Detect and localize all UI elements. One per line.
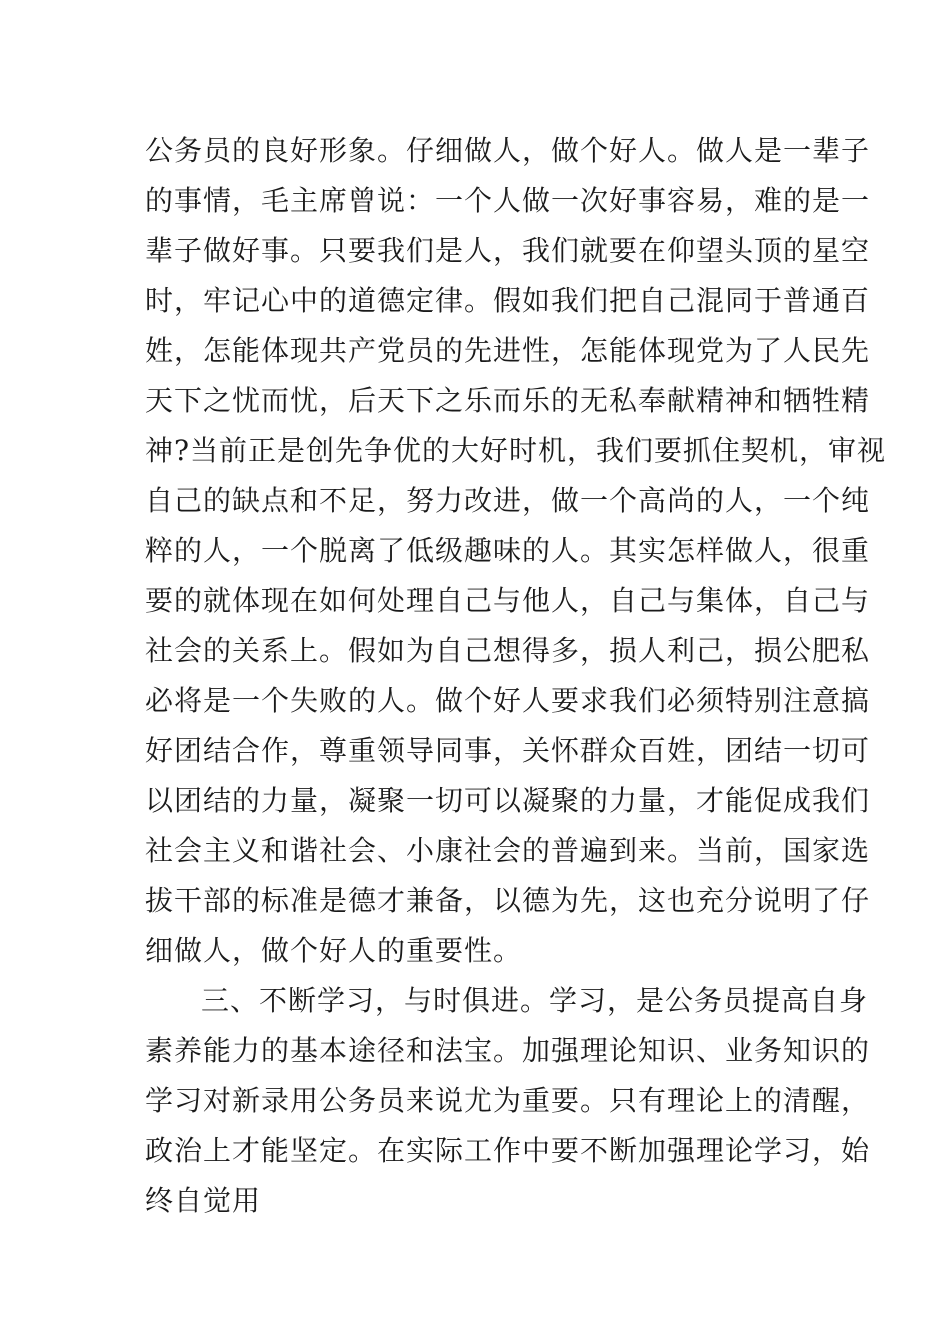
paragraph-1-line: 神?当前正是创先争优的大好时机，我们要抓住契机，审视: [145, 434, 887, 467]
paragraph-1-line: 辈子做好事。只要我们是人，我们就要在仰望头顶的星空: [145, 234, 871, 267]
paragraph-2-line: 学习对新录用公务员来说尤为重要。只有理论上的清醒，: [145, 1084, 871, 1117]
paragraph-1-line: 必将是一个失败的人。做个好人要求我们必须特别注意搞: [145, 684, 871, 717]
paragraph-1-line: 的事情，毛主席曾说：一个人做一次好事容易，难的是一: [145, 184, 871, 217]
paragraph-1-line: 时，牢记心中的道德定律。假如我们把自己混同于普通百: [145, 284, 871, 317]
paragraph-1-line: 社会的关系上。假如为自己想得多，损人利己，损公肥私: [145, 634, 871, 667]
paragraph-2-line: 终自觉用: [145, 1184, 262, 1217]
paragraph-1-line: 要的就体现在如何处理自己与他人，自己与集体，自己与: [145, 584, 871, 617]
document-body: [145, 126, 887, 1226]
paragraph-2-line: 政治上才能坚定。在实际工作中要不断加强理论学习，始: [145, 1134, 871, 1167]
paragraph-2-line: 三、不断学习，与时俱进。学习，是公务员提高自身: [201, 984, 869, 1017]
paragraph-1-line: 粹的人，一个脱离了低级趣味的人。其实怎样做人，很重: [145, 534, 871, 567]
paragraph-1-line: 公务员的良好形象。仔细做人，做个好人。做人是一辈子: [145, 134, 871, 167]
paragraph-1-line: 自己的缺点和不足，努力改进，做一个高尚的人，一个纯: [145, 484, 871, 517]
paragraph-1-line: 以团结的力量，凝聚一切可以凝聚的力量，才能促成我们: [145, 784, 871, 817]
paragraph-2-line: 素养能力的基本途径和法宝。加强理论知识、业务知识的: [145, 1034, 871, 1067]
paragraph-1-line: 拔干部的标准是德才兼备，以德为先，这也充分说明了仔: [145, 884, 871, 917]
paragraph-1-line: 细做人，做个好人的重要性。: [145, 934, 523, 967]
paragraph-1-line: 天下之忧而忧，后天下之乐而乐的无私奉献精神和牺牲精: [145, 384, 871, 417]
paragraph-1-line: 社会主义和谐社会、小康社会的普遍到来。当前，国家选: [145, 834, 871, 867]
paragraph-1-line: 姓，怎能体现共产党员的先进性，怎能体现党为了人民先: [145, 334, 871, 367]
paragraph-1-line: 好团结合作，尊重领导同事，关怀群众百姓，团结一切可: [145, 734, 871, 767]
